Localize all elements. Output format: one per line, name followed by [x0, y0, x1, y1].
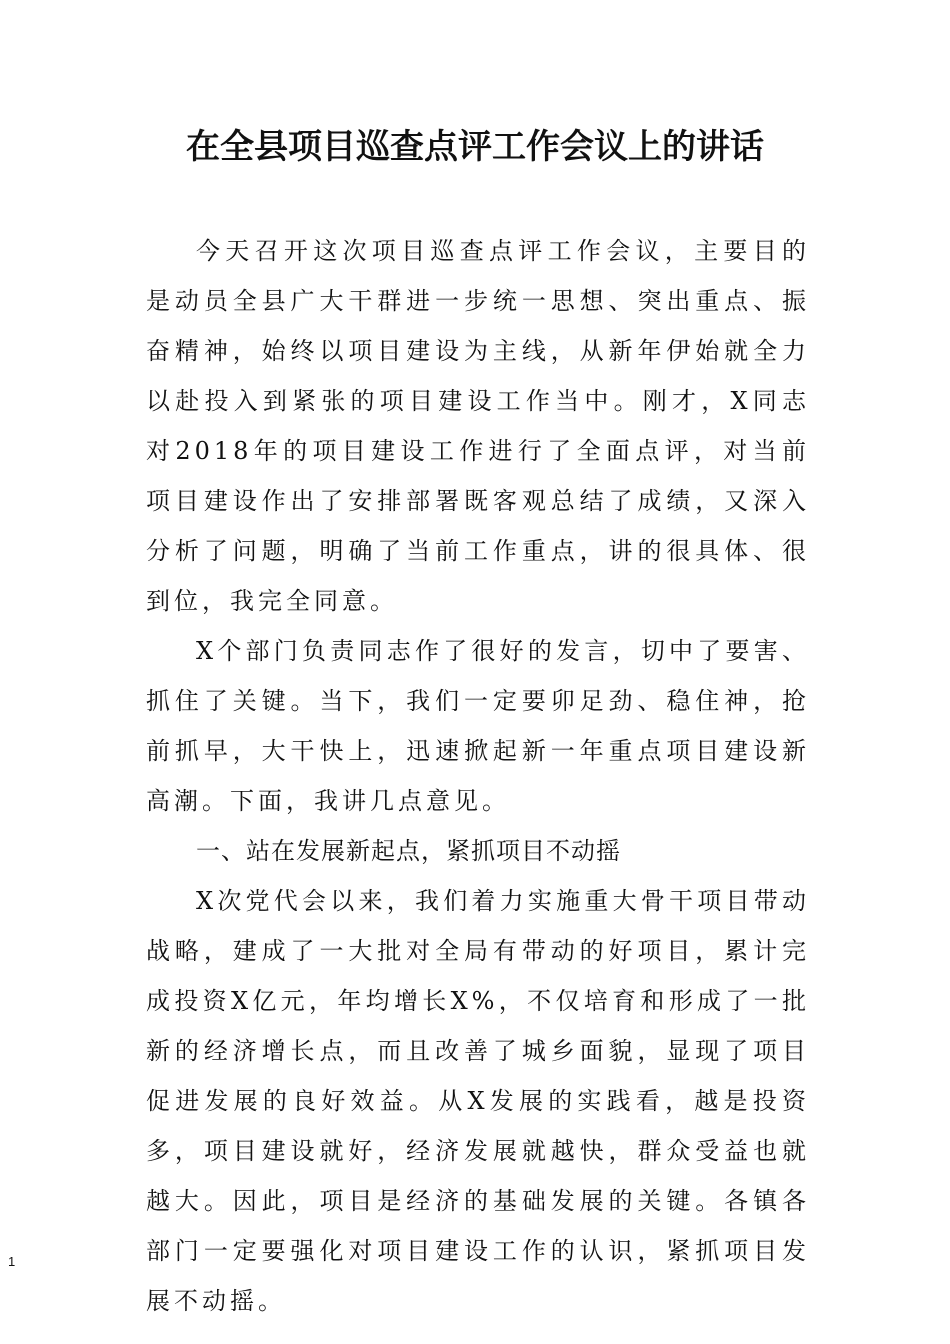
paragraph-opening: 今天召开这次项目巡查点评工作会议，主要目的是动员全县广大干群进一步统一思想、突出重点、振奋精神，始终以项目建设为主线，从新年伊始就全力以赴投入到紧张的项目建设工作当中。刚才，X同志对2018年的项目建设工作进行了全面点评，对当前项目建设作出了安排部署既客观总结了成绩，又深入分析了问题，明确了当前工作重点，讲的很具体、很到位，我完全同意。 [146, 237, 810, 615]
page-number: 1 [8, 1254, 16, 1269]
paragraph-section-1: X次党代会以来，我们着力实施重大骨干项目带动战略，建成了一大批对全局有带动的好项目，累计完成投资X亿元，年均增长X%，不仅培育和形成了一批新的经济增长点，而且改善了城乡面貌，显现了项目促进发展的良好效益。从X发展的实践看，越是投资多，项目建设就好，经济发展就越快，群众受益也就越大。因此，项目是经济的基础发展的关键。各镇各部门一定要强化对项目建设工作的认识，紧抓项目发展不动摇。 [146, 887, 810, 1315]
document-title: 在全县项目巡查点评工作会议上的讲话 [186, 127, 764, 167]
paragraph-departments: X个部门负责同志作了很好的发言，切中了要害、抓住了关键。当下，我们一定要卯足劲、稳住神，抢前抓早，大干快上，迅速掀起新一年重点项目建设新高潮。下面，我讲几点意见。 [146, 637, 810, 815]
section-heading-1: 一、站在发展新起点，紧抓项目不动摇 [196, 837, 621, 865]
document-body [146, 226, 810, 1326]
